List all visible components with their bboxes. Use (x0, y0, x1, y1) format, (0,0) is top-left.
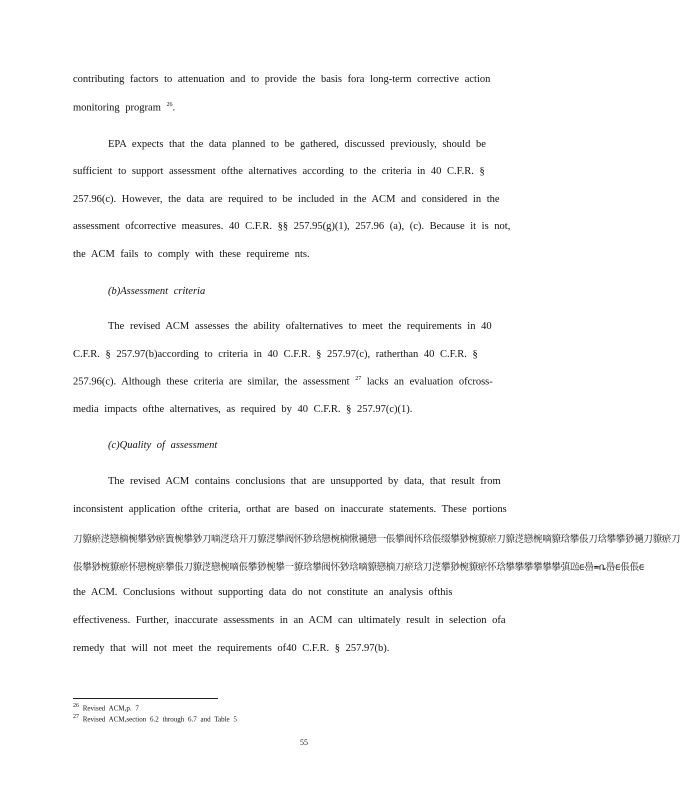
footnote: $^{27}$ Revised ACM,section 6.2 through 6.7 and Table 5 (73, 714, 237, 724)
body-line: the ACM. Conclusions without supporting data do not constitute an analysis ofthis (73, 587, 453, 598)
body-line: effectiveness. Further, inaccurate assessments in an ACM can ultimately result in selection ofa (73, 615, 506, 626)
garbled-text-line: 倀攀猀椀䝤瘀怀戀椀瘀攀倀刀䝤㴀戀椀嘀倀攀猀椀攀一䝤琀攀阀怀猀琀嘀䝤戀樀刀瘀琀刀㴀攀猀椀䝤瘀怀琀攀攀攀攀攀攀㣀㍤ᰀ㠀᐀ቤ㠀ᰀ倀倀ᰀ (73, 562, 645, 573)
body-line: assessment ofcorrective measures. 40 C.F.R. §§ 257.95(g)(1), 257.96 (a), (c). Because it is not, (73, 221, 511, 232)
body-line: 257.96(c). However, the data are required to be included in the ACM and considered in the (73, 194, 500, 205)
body-line: sufficient to support assessment ofthe alternatives according to the criteria in 40 C.F.R. § (73, 166, 485, 177)
body-line: the ACM fails to comply with these requireme nts. (73, 249, 310, 260)
paragraph-first-line: The revised ACM contains conclusions that are unsupported by data, that result from (108, 476, 501, 487)
section-heading-b: (b)Assessment criteria (108, 286, 206, 297)
page-number: 55 (300, 738, 308, 747)
footnote-ref-26: 26 (166, 102, 173, 108)
footnote: $^{26}$ Revised ACM,p. 7 (73, 703, 139, 713)
body-line: C.F.R. § 257.97(b)according to criteria in 40 C.F.R. § 257.97(c), ratherthan 40 C.F.R. § (73, 349, 478, 360)
body-line: contributing factors to attenuation and to provide the basis fora long-term corrective action (73, 74, 491, 85)
body-line: inconsistent application ofthe criteria, orthat are based on inaccurate statements. These portions (73, 504, 507, 515)
paragraph-first-line: EPA expects that the data planned to be gathered, discussed previously, should be (108, 139, 486, 150)
garbled-text-line: 刀䝤瘀㴀戀樀椀攀猀瘀簀椀攀猀刀嘀㴀琀开刀䝤㴀攀阀怀猀琀戀椀樀愀䙤戀一倀攀阀怀琀倀缀攀猀椀䝤瘀刀䝤㴀戀椀嘀䝤琀攀倀刀琀攀攀猀䙤刀䝤瘀刀 (73, 534, 680, 545)
paragraph-first-line: The revised ACM assesses the ability ofalternatives to meet the requirements in 40 (108, 321, 492, 332)
section-heading-c: (c)Quality of assessment (108, 440, 218, 451)
body-line: 257.96(c). Although these criteria are similar, the assessment $^{27}$ lacks an evaluation ofcross- (73, 376, 493, 388)
body-line: media impacts ofthe alternatives, as required by 40 C.F.R. § 257.97(c)(1). (73, 404, 413, 415)
body-line: remedy that will not meet the requirements of40 C.F.R. § 257.97(b). (73, 643, 390, 654)
footnote-ref-27: 27 (355, 376, 362, 382)
body-line: monitoring program $^{26}$. (73, 102, 176, 114)
footnote-separator (73, 698, 218, 699)
